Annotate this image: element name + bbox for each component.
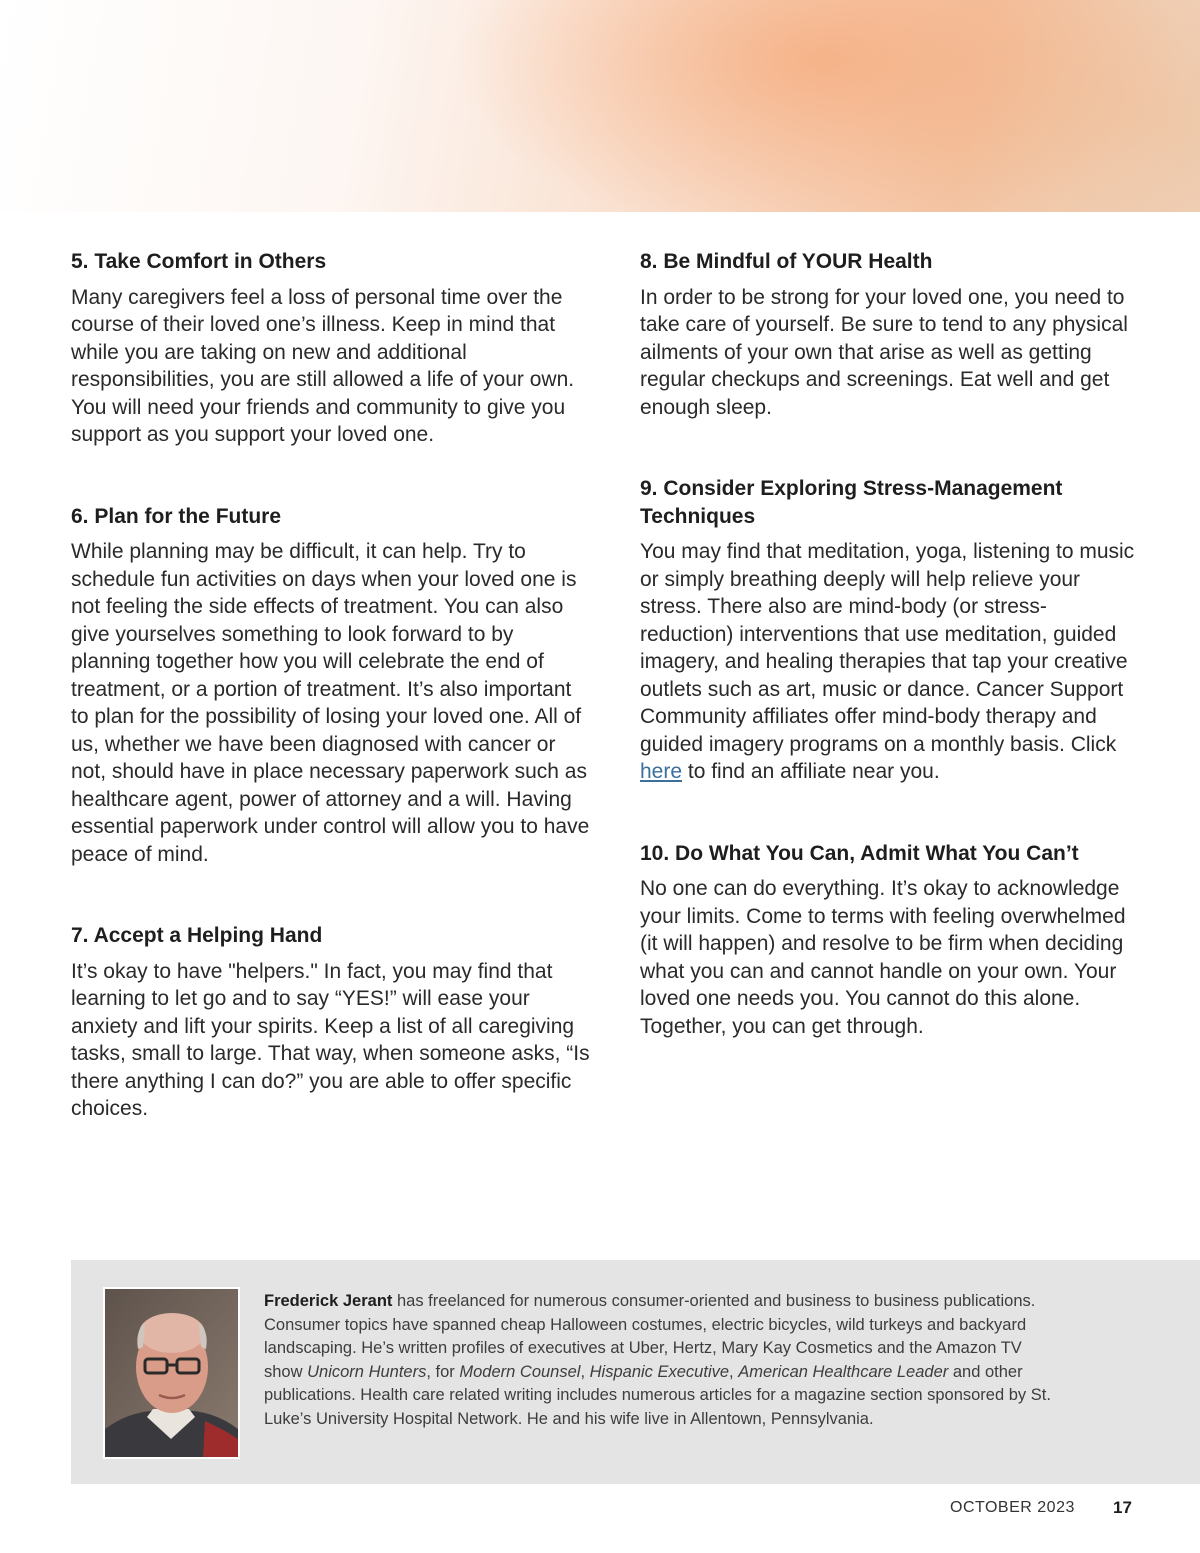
page-number: 17 bbox=[1113, 1498, 1132, 1517]
bio-italic-title: Unicorn Hunters bbox=[307, 1362, 427, 1381]
section-heading: 8. Be Mindful of YOUR Health bbox=[640, 250, 933, 273]
header-gradient-banner bbox=[0, 0, 1200, 212]
section-body: In order to be strong for your loved one, you need to take care of yourself. Be sure to tend to any physical ailments of your own that arise as well as getting regular checkups and screenings. Eat well and get enough sleep. bbox=[640, 285, 1128, 419]
section-body: While planning may be difficult, it can help. Try to schedule fun activities on days when your loved one is not feeling the side effects of treatment. You can also give yourselves something to look forward to by planning together how you will celebrate the end of treatment, or a portion of treatment. It’s also important to plan for the possibility of losing your loved one. All of us, whether we have been diagnosed with cancer or not, should have in place necessary paperwork such as healthcare agent, power of attorney and a will. Having essential paperwork under control will allow you to have peace of mind. bbox=[71, 540, 590, 866]
section-heading: 6. Plan for the Future bbox=[71, 504, 282, 528]
section-mindful-health bbox=[640, 248, 1140, 421]
issue-date: OCTOBER 2023 bbox=[950, 1499, 1075, 1516]
author-bio-box bbox=[71, 1260, 1200, 1484]
bio-italic-title: American Healthcare Leader bbox=[738, 1362, 949, 1381]
affiliate-here-link[interactable]: here bbox=[640, 760, 683, 783]
bio-text-part: , for bbox=[426, 1362, 455, 1381]
section-heading: 9. Consider Exploring Stress-Management Techniques bbox=[640, 477, 1063, 528]
section-heading: 5. Take Comfort in Others bbox=[71, 250, 327, 273]
section-helping-hand bbox=[71, 922, 591, 1123]
author-name: Frederick Jerant bbox=[264, 1292, 393, 1310]
section-plan-future bbox=[71, 503, 591, 869]
section-body: It’s okay to have "helpers." In fact, you may find that learning to let go and to say “YES!” will ease your anxiety and lift your spirits. Keep a list of all caregiving tasks, small to large. That way, when someone asks, “Is there anything I can do?” you are able to offer specific choices. bbox=[71, 959, 590, 1120]
section-body: No one can do everything. It’s okay to acknowledge your limits. Come to terms with feeling overwhelmed (it will happen) and resolve to be firm when deciding what you can and cannot handle on your own. Your loved one needs you. You cannot do this alone. Together, you can get through. bbox=[640, 877, 1126, 1038]
bio-text-part: and other publications. Health care related writing includes numerous articles for a magazine section sponsored by St. Luke’s University Hospital Network. He and his wife live in Allentown, Pennsylvania. bbox=[264, 1362, 1051, 1428]
section-body-text: to find an affiliate near you. bbox=[687, 760, 940, 783]
author-bio-text bbox=[264, 1290, 1054, 1431]
bio-text-part: , bbox=[580, 1362, 586, 1381]
section-do-what-you-can bbox=[640, 840, 1140, 1041]
bio-text-part: , bbox=[729, 1362, 734, 1381]
bio-text-part: has freelanced for numerous consumer-oriented and business to business publications. Consumer topics have spanned cheap Halloween costumes, electric bicycles, wild turkeys and backyard landscaping. He’s written profiles of executives at Uber, Hertz, Mary Kay Cosmetics and the Amazon TV show bbox=[264, 1292, 1036, 1381]
left-column bbox=[71, 248, 591, 1177]
bio-italic-title: Hispanic Executive bbox=[589, 1362, 730, 1381]
section-body-text: You may find that meditation, yoga, listening to music or simply breathing deeply will help relieve your stress. There also are mind-body (or stress-reduction) interventions that use meditation, guided imagery, and healing therapies that tap your creative outlets such as art, music or dance. Cancer Support Community affiliates offer mind-body therapy and guided imagery programs on a monthly basis. Click bbox=[640, 540, 1135, 756]
section-heading: 10. Do What You Can, Admit What You Can’t bbox=[640, 841, 1079, 865]
section-body: Many caregivers feel a loss of personal time over the course of their loved one’s illness. Keep in mind that while you are taking on new and additional responsibilities, you are still allowed a life of your own. You will need your friends and community to give you support as you support your loved one. bbox=[71, 285, 575, 446]
section-heading: 7. Accept a Helping Hand bbox=[71, 924, 323, 947]
section-stress-management bbox=[640, 475, 1140, 786]
section-body bbox=[640, 538, 1140, 786]
bio-italic-title: Modern Counsel bbox=[459, 1362, 581, 1381]
author-photo bbox=[103, 1287, 240, 1459]
section-take-comfort bbox=[71, 248, 591, 449]
right-column bbox=[640, 248, 1140, 1094]
author-portrait-image bbox=[105, 1289, 238, 1457]
